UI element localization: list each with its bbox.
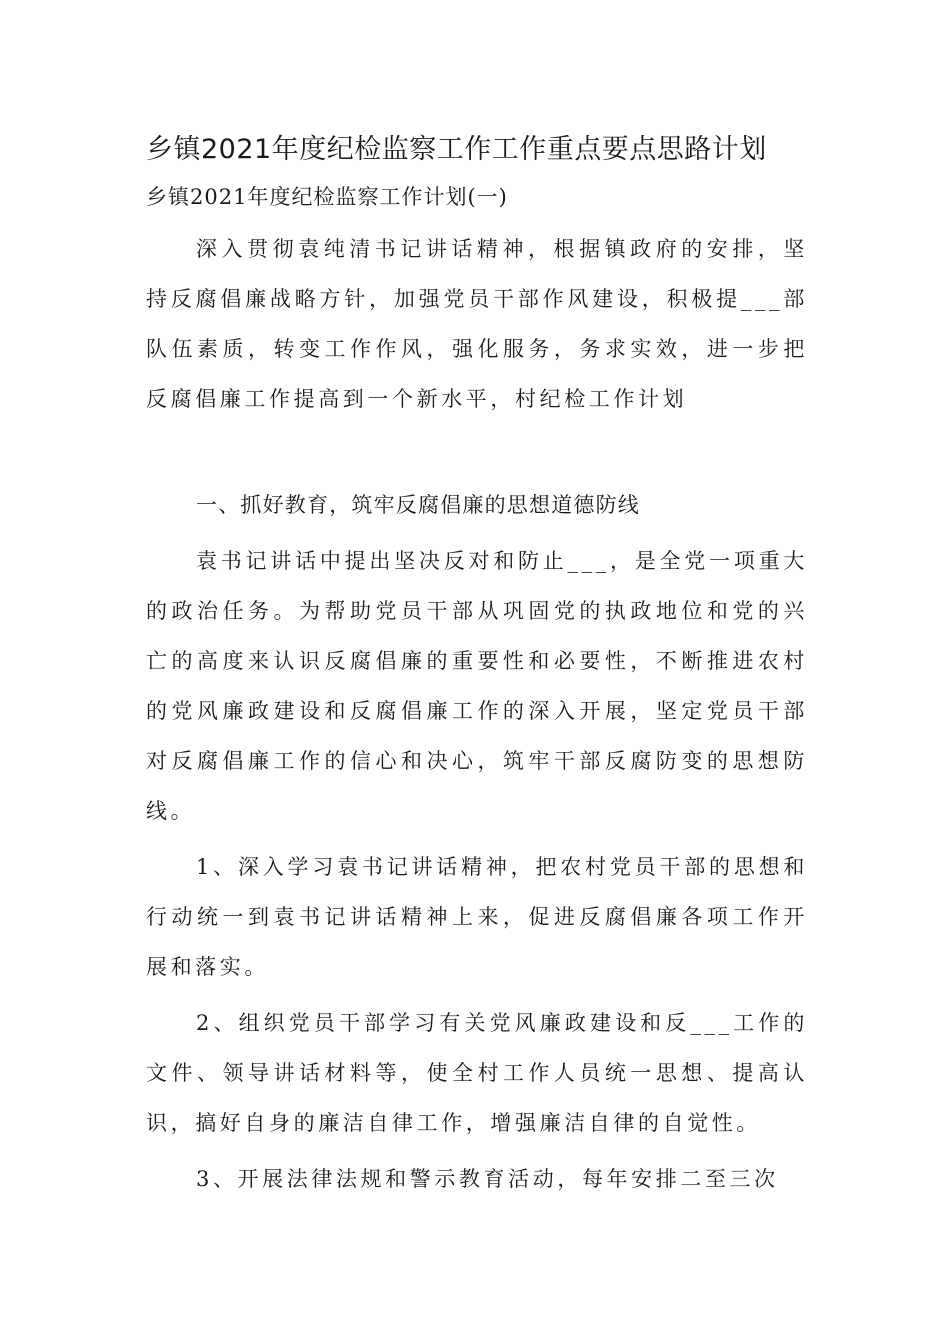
intro-paragraph: 深入贯彻袁纯清书记讲话精神，根据镇政府的安排，坚持反腐倡廉战略方针，加强党员干部作风建设，积极提___部队伍素质，转变工作作风，强化服务，务求实效，进一步把反腐倡廉工作提高到一个新水平，村纪检工作计划 xyxy=(146,237,808,411)
list-item-1: 1、深入学习袁书记讲话精神，把农村党员干部的思想和行动统一到袁书记讲话精神上来，促进反腐倡廉各项工作开展和落实。 xyxy=(146,855,808,979)
section-heading-1: 一、抓好教育，筑牢反腐倡廉的思想道德防线 xyxy=(196,493,640,517)
section-1-body: 袁书记讲话中提出坚决反对和防止___，是全党一项重大的政治任务。为帮助党员干部从巩固党的执政地位和党的兴亡的高度来认识反腐倡廉的重要性和必要性，不断推进农村的党风廉政建设和反腐倡廉工作的深入开展，坚定党员干部对反腐倡廉工作的信心和决心，筑牢干部反腐防变的思想防线。 xyxy=(146,549,808,823)
list-item-3: 3、开展法律法规和警示教育活动，每年安排二至三次 xyxy=(196,1167,779,1191)
document-title: 乡镇2021年度纪检监察工作工作重点要点思路计划 xyxy=(146,134,767,165)
document-subtitle: 乡镇2021年度纪检监察工作计划(一) xyxy=(146,185,508,209)
document-page xyxy=(146,128,808,1204)
list-item-2: 2、组织党员干部学习有关党风廉政建设和反___工作的文件、领导讲话材料等，使全村工作人员统一思想、提高认识，搞好自身的廉洁自律工作，增强廉洁自律的自觉性。 xyxy=(146,1011,808,1135)
